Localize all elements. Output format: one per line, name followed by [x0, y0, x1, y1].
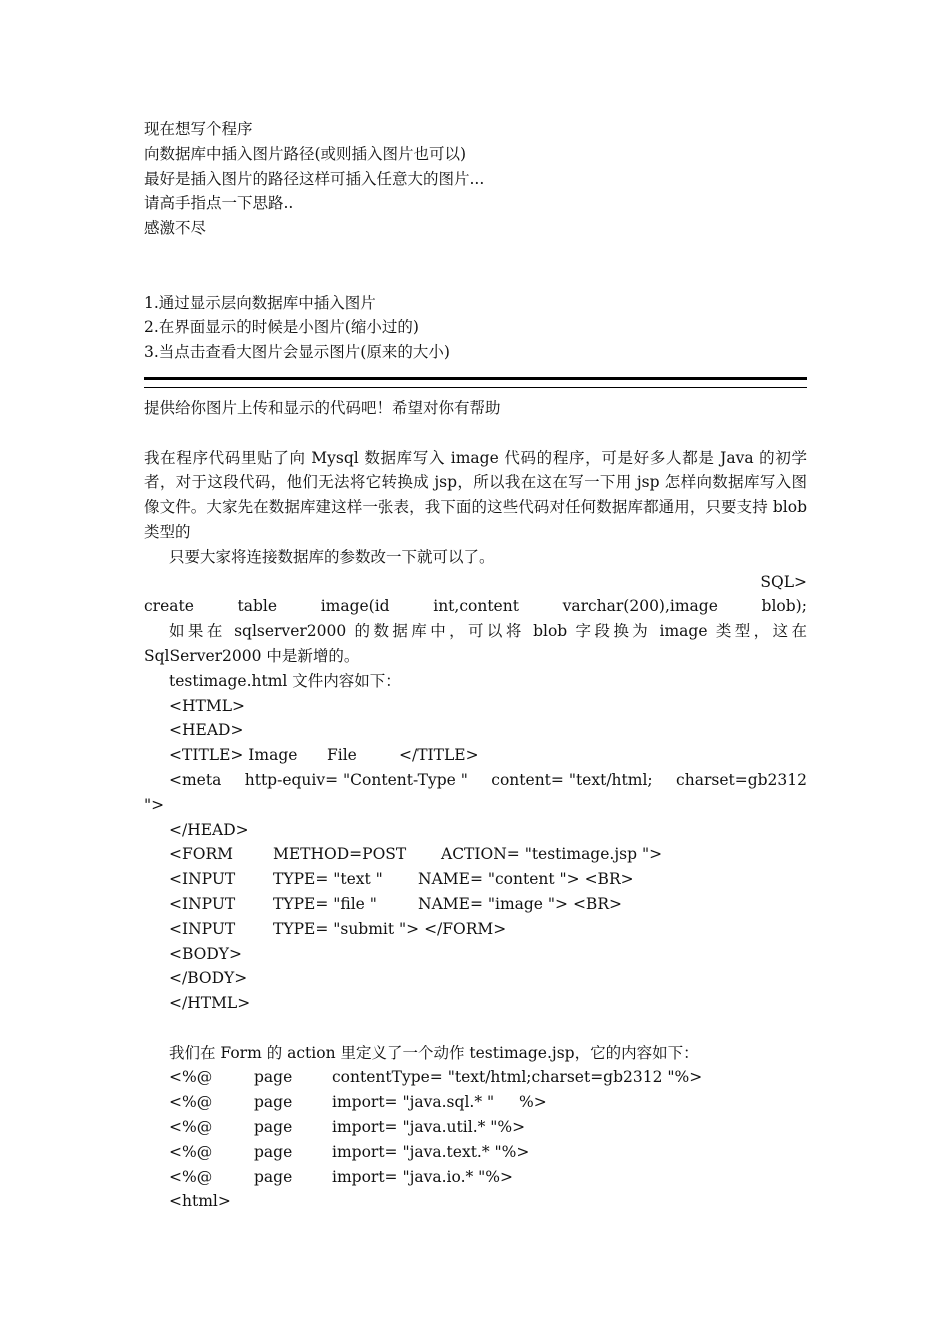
code-token: NAME= "content "> <BR> [418, 870, 634, 889]
code-token: <meta [169, 770, 222, 789]
sql-token: create [144, 597, 194, 616]
sql-token: varchar(200),image [562, 597, 718, 616]
code-line [144, 892, 807, 917]
code-token: <FORM [169, 845, 233, 864]
requirement-item: 1.通过显示层向数据库中插入图片 [144, 293, 376, 312]
code-token: </TITLE> [399, 746, 479, 765]
code-line [144, 768, 807, 793]
code-token: TYPE= "file " [273, 894, 377, 913]
code-token: page [254, 1068, 293, 1087]
code-line: "> [144, 795, 165, 814]
code-token: <%@ [169, 1093, 213, 1112]
spacer [144, 421, 807, 446]
code-line: <HTML> [169, 696, 245, 715]
code-token: NAME= "image "> <BR> [418, 894, 622, 913]
requirement-item: 3.当点击查看大图片会显示图片(原来的大小) [144, 343, 450, 362]
code-line: <HEAD> [169, 721, 244, 740]
code-line: <html> [169, 1192, 231, 1211]
html-file-intro: testimage.html 文件内容如下： [169, 671, 401, 690]
code-line: </HEAD> [169, 820, 249, 839]
spacer [144, 266, 807, 291]
code-token: import= "java.sql.* " [332, 1093, 495, 1112]
question-line: 现在想写个程序 [144, 120, 253, 138]
question-line: 请高手指点一下思路.. [144, 194, 294, 213]
sql-prompt: SQL> [760, 572, 807, 591]
code-line: </HTML> [169, 994, 251, 1013]
code-token: page [254, 1093, 293, 1112]
answer-paragraph: 如果在 sqlserver2000 的数据库中，可以将 blob 字段换为 image 类型，这在 SqlServer2000 中是新增的。 [144, 622, 807, 665]
code-line [144, 1065, 807, 1090]
code-token: content= "text/html; [491, 770, 653, 789]
code-token: import= "java.util.* "%> [332, 1118, 526, 1137]
code-token: <%@ [169, 1142, 213, 1161]
code-line [144, 917, 807, 942]
code-token: http-equiv= "Content-Type " [244, 770, 468, 789]
sql-token: int,content [433, 597, 519, 616]
code-token: page [254, 1118, 293, 1137]
code-line [144, 867, 807, 892]
sql-token: image(id [320, 597, 390, 616]
code-token: TYPE= "submit "> </FORM> [273, 919, 507, 938]
requirement-item: 2.在界面显示的时候是小图片(缩小过的) [144, 318, 419, 337]
requirements-list [144, 291, 807, 365]
code-token: import= "java.io.* "%> [332, 1167, 514, 1186]
code-token: contentType= "text/html;charset=gb2312 "%> [332, 1068, 703, 1087]
code-token: page [254, 1167, 293, 1186]
question-line: 最好是插入图片的路径这样可插入任意大的图片... [144, 169, 485, 188]
jsp-intro: 我们在 Form 的 action 里定义了一个动作 testimage.jsp，它的内容如下： [169, 1043, 699, 1062]
spacer [144, 241, 807, 266]
code-token: <INPUT [169, 894, 236, 913]
question-block [144, 117, 807, 241]
code-token: <%@ [169, 1118, 213, 1137]
code-line [144, 1115, 807, 1140]
code-line: </BODY> [169, 969, 248, 988]
code-line [144, 1140, 807, 1165]
code-token: <TITLE> Image [169, 746, 298, 765]
code-token: File [327, 746, 357, 765]
answer-intro: 提供给你图片上传和显示的代码吧！希望对你有帮助 [144, 398, 501, 417]
code-token: ACTION= "testimage.jsp "> [441, 845, 663, 864]
code-token: <INPUT [169, 870, 236, 889]
code-token: %> [519, 1093, 547, 1112]
jsp-code-block [144, 1065, 807, 1214]
code-token: TYPE= "text " [273, 870, 383, 889]
html-code-block [144, 694, 807, 1016]
question-line: 向数据库中插入图片路径(或则插入图片也可以) [144, 144, 467, 163]
code-token: <INPUT [169, 919, 236, 938]
answer-paragraph: 只要大家将连接数据库的参数改一下就可以了。 [169, 547, 495, 566]
code-token: <%@ [169, 1167, 213, 1186]
sql-token: blob); [761, 597, 807, 616]
code-token: page [254, 1142, 293, 1161]
code-line [144, 1165, 807, 1190]
code-token: METHOD=POST [273, 845, 407, 864]
code-line [144, 842, 807, 867]
code-line [144, 743, 807, 768]
code-token: import= "java.text.* "%> [332, 1142, 530, 1161]
double-rule-divider [144, 377, 807, 388]
sql-token: table [237, 597, 278, 616]
code-line: <BODY> [169, 944, 243, 963]
document-page [144, 117, 807, 1214]
spacer [144, 1016, 807, 1041]
code-line [144, 1090, 807, 1115]
answer-paragraph: 我在程序代码里贴了向 Mysql 数据库写入 image 代码的程序，可是好多人都是 Java 的初学者，对于这段代码，他们无法将它转换成 jsp，所以我在这在写一下用 jsp 怎样向数据库写入图像文件。大家先在数据库建这样一张表，我下面的这些代码对任何数据库都通用，只要支持 blob 类型的 [144, 448, 807, 541]
question-line: 感激不尽 [144, 219, 207, 238]
code-token: charset=gb2312 [676, 770, 807, 789]
code-token: <%@ [169, 1068, 213, 1087]
sql-statement [144, 594, 807, 619]
